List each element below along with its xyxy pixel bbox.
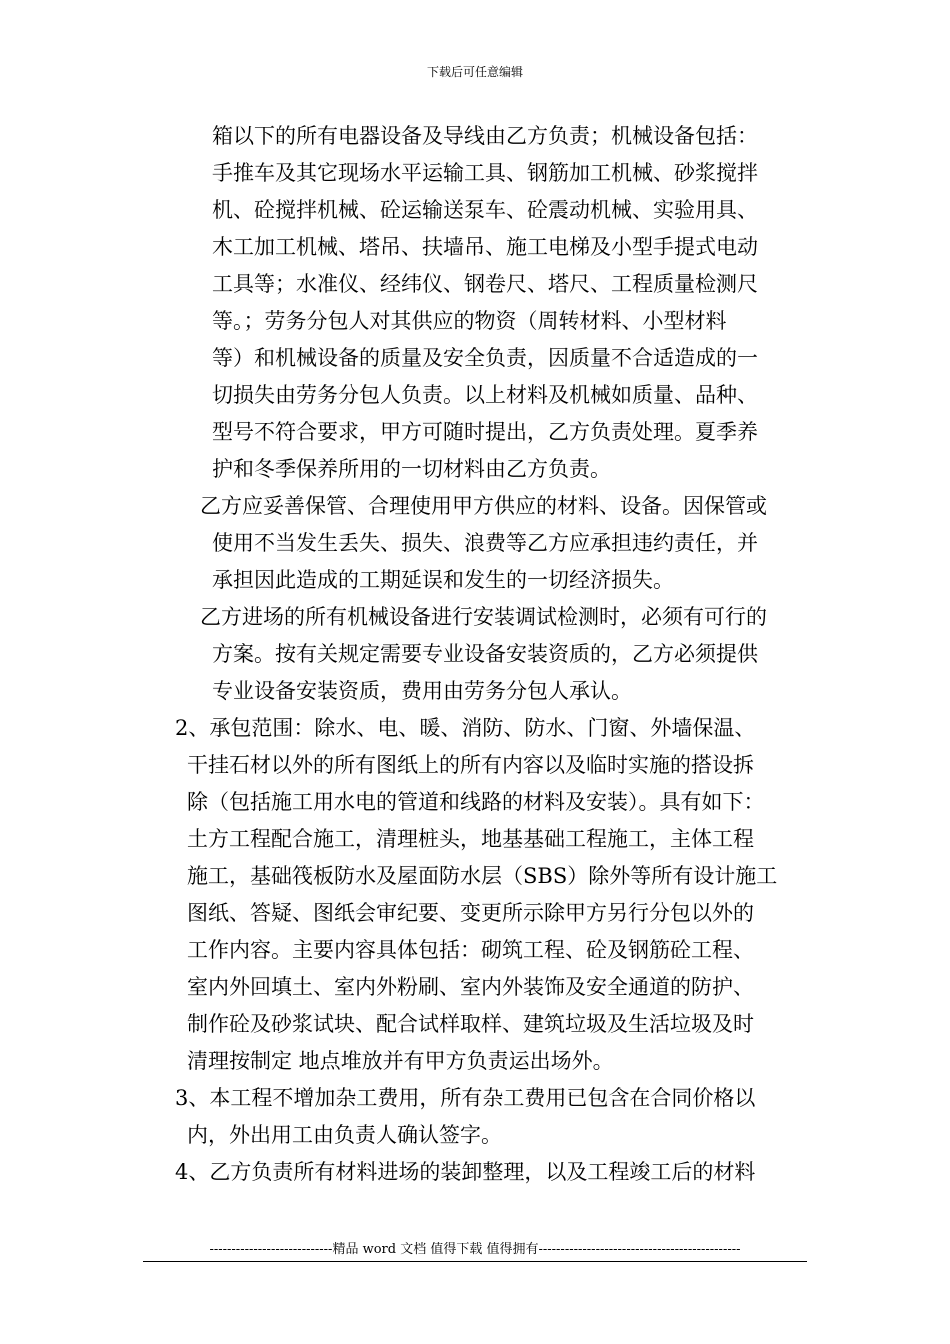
text-line: 制作砼及砂浆试块、配合试样取样、建筑垃圾及生活垃圾及时 [187,1012,754,1036]
text-line: 箱以下的所有电器设备及导线由乙方负责；机械设备包括： [212,124,758,148]
text-line: 内，外出用工由负责人确认签字。 [187,1123,502,1147]
text-line: 承担因此造成的工期延误和发生的一切经济损失。 [212,568,674,592]
clause-2-contract-scope [175,710,777,1080]
text-line: 等。；劳务分包人对其供应的物资（周转材料、小型材料 [212,309,727,333]
text-line: 机、砼搅拌机械、砼运输送泵车、砼震动机械、实验用具、 [212,198,758,222]
text-line: 土方工程配合施工，清理桩头，地基基础工程施工，主体工程 [187,827,754,851]
clause-4-material-handling [175,1154,755,1191]
text-line: 干挂石材以外的所有图纸上的所有内容以及临时实施的搭设拆 [187,753,754,777]
text-line: 室内外回填土、室内外粉刷、室内外装饰及安全通道的防护、 [187,975,754,999]
text-line: 方案。按有关规定需要专业设备安装资质的，乙方必须提供 [212,642,758,666]
footer-divider [143,1261,807,1262]
text-line: 工作内容。主要内容具体包括：砌筑工程、砼及钢筋砼工程、 [187,938,754,962]
text-line: 除（包括施工用水电的管道和线路的材料及安装）。具有如下： [187,790,765,814]
text-line: 护和冬季保养所用的一切材料由乙方负责。 [212,457,611,481]
text-line: 型号不符合要求，甲方可随时提出，乙方负责处理。夏季养 [212,420,758,444]
text-line: 清理按制定 地点堆放并有甲方负责运出场外。 [187,1049,614,1073]
paragraph-equipment-installation [200,599,767,710]
text-line: 3、本工程不增加杂工费用，所有杂工费用已包含在合同价格以 [175,1086,756,1110]
clause-3-labor-costs [175,1080,755,1154]
paragraph-custody-liability [200,488,767,599]
text-line: 乙方进场的所有机械设备进行安装调试检测时，必须有可行的 [200,605,767,629]
text-line: 木工加工机械、塔吊、扶墙吊、施工电梯及小型手提式电动 [212,235,758,259]
text-line: 手推车及其它现场水平运输工具、钢筋加工机械、砂浆搅拌 [212,161,758,185]
text-line: 施工，基础筏板防水及屋面防水层（SBS）除外等所有设计施工 [187,864,778,888]
text-line: 2、承包范围：除水、电、暖、消防、防水、门窗、外墙保温、 [175,716,756,740]
text-line: 专业设备安装资质，费用由劳务分包人承认。 [212,679,632,703]
text-line: 等）和机械设备的质量及安全负责，因质量不合适造成的一 [212,346,758,370]
text-line: 乙方应妥善保管、合理使用甲方供应的材料、设备。因保管或 [200,494,767,518]
text-line: 切损失由劳务分包人负责。以上材料及机械如质量、品种、 [212,383,758,407]
text-line: 使用不当发生丢失、损失、浪费等乙方应承担违约责任，并 [212,531,758,555]
page-footer: ----------------------------精品 word 文档 值得下载 值得拥有---------------------------------------------- [209,1242,741,1257]
text-line: 图纸、答疑、图纸会审纪要、变更所示除甲方另行分包以外的 [187,901,754,925]
page-header: 下载后可任意编辑 [426,65,523,79]
paragraph-materials-equipment [212,118,758,488]
text-line: 工具等；水准仪、经纬仪、钢卷尺、塔尺、工程质量检测尺 [212,272,758,296]
text-line: 4、乙方负责所有材料进场的装卸整理，以及工程竣工后的材料 [175,1160,756,1184]
